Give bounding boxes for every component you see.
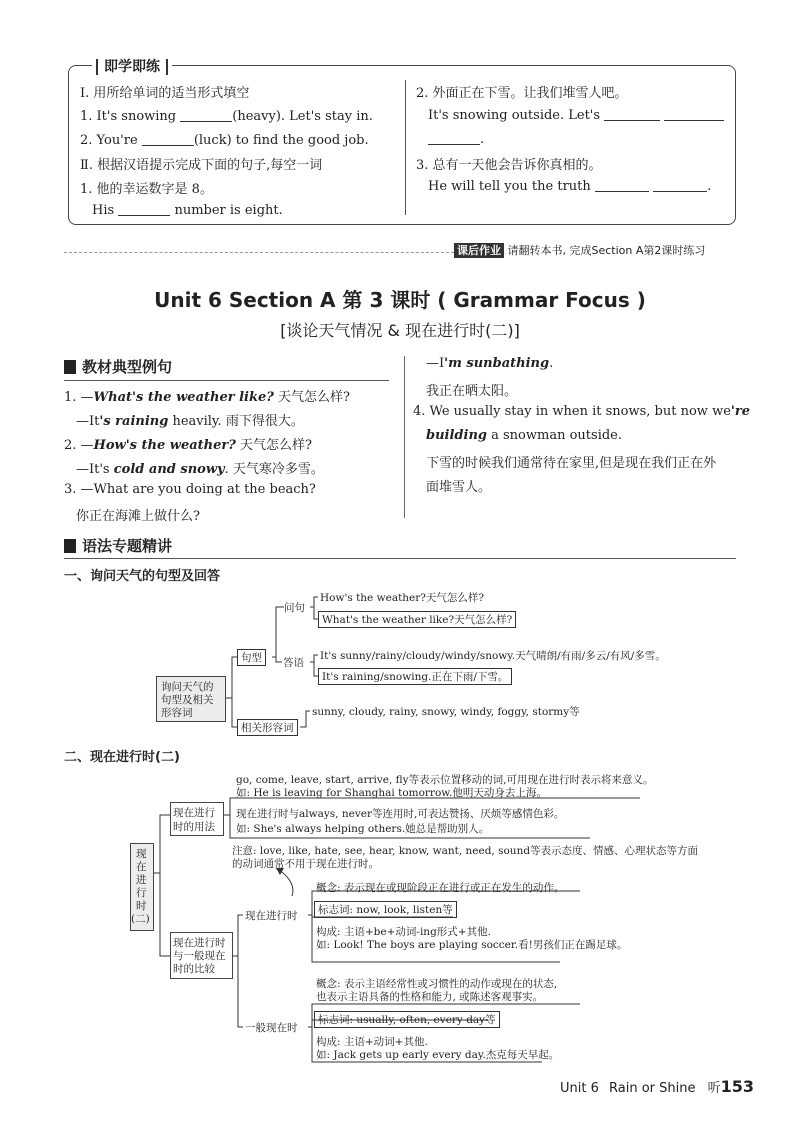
practice-q2: 2. You're (luck) to find the good job. <box>80 133 369 148</box>
progressive-root-char: 进 <box>136 874 147 886</box>
examples-heading: 教材典型例句 <box>64 356 172 377</box>
weather-root-line3: 形容词 <box>161 707 193 719</box>
answer-1: It's sunny/rainy/cloudy/windy/snowy.天气晴朗/有雨/多云/有风/多雪。 <box>320 650 666 662</box>
footer-listen: 听 <box>707 1081 721 1096</box>
pc-example: 如: Look! The boys are playing soccer.看!男孩们正在踢足球。 <box>316 939 628 951</box>
example-4: 4. We usually stay in when it snows, but now we're <box>413 404 750 419</box>
node-ask: 问句 <box>284 602 305 614</box>
usage-label-line2: 时的用法 <box>173 821 215 833</box>
homework-text: 请翻转本书, 完成Section A第2课时练习 <box>507 244 706 257</box>
sec2-title: 二、现在进行时(二) <box>64 750 180 765</box>
progressive-root-char: 现 <box>136 848 147 860</box>
note-line1: 注意: love, like, hate, see, hear, know, want, need, sound等表示态度、情感、心理状态等方面 <box>232 845 699 857</box>
example-3-reply-cn: 我正在晒太阳。 <box>426 384 518 399</box>
example-1: 1. —What's the weather like? 天气怎么样? <box>64 390 350 405</box>
related-adjectives: sunny, cloudy, rainy, snowy, windy, foggy, stormy等 <box>312 706 580 718</box>
practice-q1: 1. It's snowing (heavy). Let's stay in. <box>80 109 373 124</box>
example-4-cn1: 下雪的时候我们通常待在家里,但是现在我们正在外 <box>426 456 717 471</box>
page-number: 153 <box>720 1077 755 1096</box>
ask-2: What's the weather like?天气怎么样? <box>318 611 516 628</box>
practice-q5-cn: 3. 总有一天他会告诉你真相的。 <box>416 158 602 173</box>
ask-1: How's the weather?天气怎么样? <box>320 592 485 604</box>
progressive-root-char: (二) <box>131 913 150 925</box>
weather-root-line1: 询问天气的 <box>161 681 214 693</box>
practice-q3-cn: 1. 他的幸运数字是 8。 <box>80 182 213 197</box>
ps-concept1: 概念: 表示主语经常性或习惯性的动作或现在的状态, <box>316 978 558 990</box>
sec1-title: 一、询问天气的句型及回答 <box>64 569 221 584</box>
example-4-cn2: 面堆雪人。 <box>426 480 492 495</box>
usage-label-line1: 现在进行 <box>173 807 215 819</box>
practice-q4: It's snowing outside. Let's <box>428 107 724 123</box>
note-line2: 的动词通常不用于现在进行时。 <box>232 858 379 870</box>
ps-example: 如: Jack gets up early every day.杰克每天早起。 <box>316 1049 560 1061</box>
node-sentence-pattern: 句型 <box>237 649 266 666</box>
pc-signal: 标志词: now, look, listen等 <box>314 901 457 918</box>
usage-2a: 现在进行时与always, never等连用时,可表达赞扬、厌烦等感情色彩。 <box>236 808 565 820</box>
practice-q5: He will tell you the truth . <box>428 179 712 194</box>
example-1-reply: —It's raining heavily. 雨下得很大。 <box>76 414 304 429</box>
progressive-root-char: 在 <box>136 861 147 873</box>
progressive-root-char: 时 <box>136 900 147 912</box>
example-3-reply: —I'm sunbathing. <box>426 356 554 371</box>
progressive-root-char: 行 <box>136 887 147 899</box>
compare-label-line2: 与一般现在 <box>173 950 226 962</box>
node-answer: 答语 <box>283 657 304 669</box>
compare-label-line1: 现在进行时 <box>173 937 226 949</box>
example-3-cn: 你正在海滩上做什么? <box>76 509 200 524</box>
page-footer <box>560 1077 754 1096</box>
practice-part1-title: Ⅰ. 用所给单词的适当形式填空 <box>80 86 250 101</box>
unit-subtitle: [谈论天气情况 & 现在进行时(二)] <box>280 321 520 340</box>
unit-title: Unit 6 Section A 第 3 课时 ( Grammar Focus ) <box>154 288 646 312</box>
example-2: 2. —How's the weather? 天气怎么样? <box>64 438 312 453</box>
example-2-reply: —It's cold and snowy. 天气寒冷多雪。 <box>76 462 324 477</box>
homework-tag: 课后作业 <box>454 243 504 258</box>
practice-part2-title: Ⅱ. 根据汉语提示完成下面的句子,每空一词 <box>80 158 323 173</box>
practice-q4-cont: . <box>428 131 484 147</box>
ps-signal: 标志词: usually, often, every day等 <box>314 1011 500 1028</box>
pc-concept: 概念: 表示现在或现阶段正在进行或正在发生的动作。 <box>316 882 565 894</box>
ps-concept2: 也表示主语具备的性格和能力, 或陈述客观事实。 <box>316 991 544 1003</box>
example-4-cont: building a snowman outside. <box>426 428 622 443</box>
answer-2: It's raining/snowing.正在下雨/下雪。 <box>318 668 512 685</box>
practice-q4-cn: 2. 外面正在下雪。让我们堆雪人吧。 <box>416 86 628 101</box>
compare-label-line3: 时的比较 <box>173 963 215 975</box>
node-simple-present: 一般现在时 <box>245 1022 298 1034</box>
footer-unit: Unit 6 <box>560 1081 599 1096</box>
ps-form: 构成: 主语+动词+其他. <box>316 1036 428 1048</box>
practice-q3: His number is eight. <box>92 203 283 218</box>
grammar-heading: 语法专题精讲 <box>64 535 172 556</box>
footer-theme: Rain or Shine <box>609 1081 696 1096</box>
practice-title: 即学即练 <box>92 56 172 76</box>
usage-1b: 如: He is leaving for Shanghai tomorrow.他明天动身去上海。 <box>236 787 547 799</box>
example-3: 3. —What are you doing at the beach? <box>64 482 316 497</box>
pc-form: 构成: 主语+be+动词-ing形式+其他. <box>316 926 491 938</box>
weather-root-line2: 句型及相关 <box>161 694 214 706</box>
node-related-adjectives: 相关形容词 <box>237 719 298 736</box>
usage-2b: 如: She's always helping others.她总是帮助别人。 <box>236 823 490 835</box>
usage-1a: go, come, leave, start, arrive, fly等表示位置移动的词,可用现在进行时表示将来意义。 <box>236 774 654 786</box>
node-present-continuous: 现在进行时 <box>245 910 298 922</box>
